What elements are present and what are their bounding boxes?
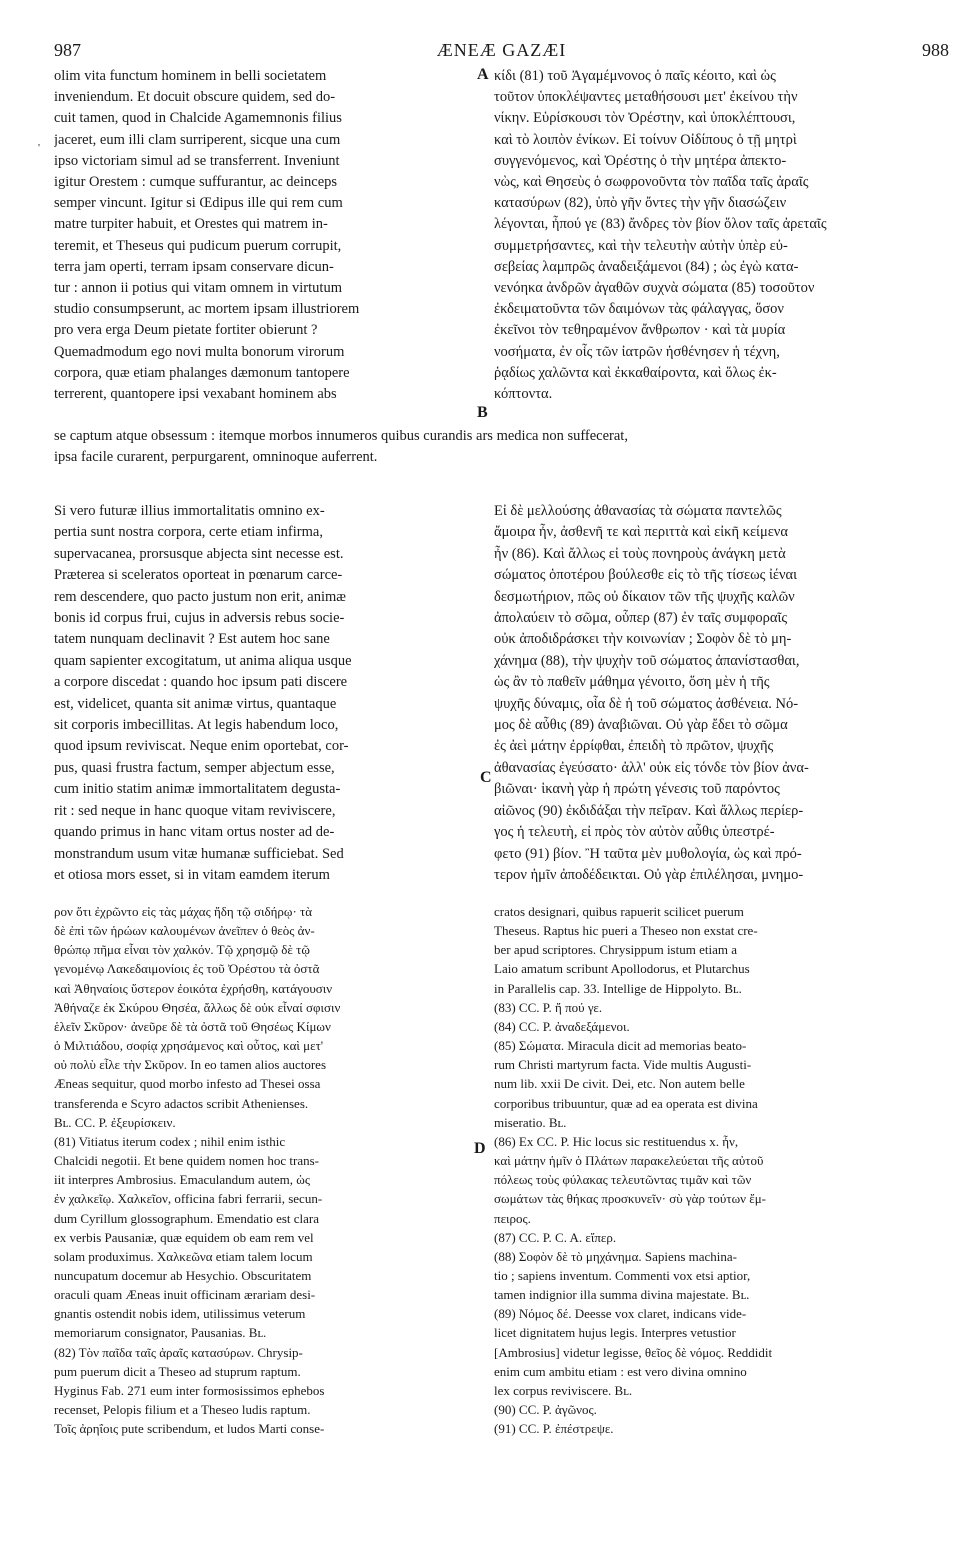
note-line: (91) CC. P. ἐπέστρεψε.: [494, 1421, 614, 1437]
note-line: corporibus tribuuntur, quæ ad ea operata est divina: [494, 1095, 758, 1111]
note-line: οὐ πολὺ εἷλε τὴν Σκῦρον. In eo tamen alios auctores: [54, 1057, 327, 1073]
note-line: iit interpres Ambrosius. Emaculandum autem, ὡς: [54, 1172, 310, 1188]
note-line: (83) CC. P. ἤ πού γε.: [494, 999, 603, 1015]
note-line: ber apud scriptores. Chrysippum istum etiam a: [494, 942, 737, 958]
text-line: igitur Orestem : cumque suffurantur, ac deinceps: [54, 174, 338, 191]
text-line: semper vincunt. Igitur si Œdipus ille qui rem cum: [54, 195, 343, 212]
note-line: καὶ Ἀθηναίοις ὕστερον ἐοικότα ἐχρήσθη, κατάγουσιν: [54, 980, 333, 996]
text-line: ψυχῆς δύναμις, οἷα δὲ ἡ τοῦ σώματος ἀσθένεια. Νό-: [494, 695, 799, 712]
note-line: (85) Σώματα. Miracula dicit ad memorias beato-: [494, 1038, 747, 1054]
text-line: οὐκ ἀποδιδράσκει τὴν κοινωνίαν ; Σοφὸν δὲ τὸ μη-: [494, 631, 792, 648]
page-number-left: 987: [54, 40, 81, 60]
text-line: κίδι (81) τοῦ Ἀγαμέμνονος ὁ παῖς κέοιτο, καὶ ὡς: [494, 68, 776, 84]
text-line: terra jam operti, terram ipsam conservare dicun-: [54, 258, 334, 275]
text-line: studio consumpserunt, ac mortem ipsam illustriorem: [54, 301, 360, 318]
text-line: ῥᾳδίως χαλῶντα καὶ ἐκκαθαίροντα, καὶ ὅλως ἐκ-: [494, 364, 777, 381]
note-line: solam produximus. Χαλκεῶνα etiam talem locum: [54, 1248, 313, 1264]
text-line: γος ἡ τελευτὴ, εἰ πρὸς τὸν αὐτὸν αὖθις ὑπεστρέ-: [494, 824, 775, 841]
text-line: quod ipsum reviviscat. Neque enim oportebat, cor-: [54, 738, 349, 755]
note-line: πειρος.: [494, 1210, 531, 1226]
text-line: pertia sunt nostra corpora, certe etiam infirma,: [54, 524, 323, 541]
note-line: ρον ὅτι ἐχρῶντο εἰς τὰς μάχας ἤδη τῷ σιδήρῳ· τὰ: [54, 904, 313, 919]
section-marker-a: A: [477, 66, 489, 83]
note-line: ἐν χαλκεῖῳ. Χαλκεῖον, officina fabri ferrarii, secun-: [54, 1191, 323, 1207]
note-line: (82) Τὸν παῖδα ταῖς ἀραῖς κατασύρων. Chrysip-: [54, 1344, 303, 1360]
note-line: tamen indignior illa summa divina majestate. Bʟ.: [494, 1287, 750, 1303]
greek-column-middle: [494, 501, 954, 886]
section-marker-d: D: [474, 1140, 486, 1157]
text-line: νοσήματα, ἐν οἷς τῶν ἰατρῶν ἡσθένησεν ἡ τέχνη,: [494, 343, 780, 360]
text-line: ἐκδειματοῦντα τῶν δαιμόνων τὰς φάλαγγας, ὅσον: [494, 301, 784, 318]
note-line: πόλεως τοὺς φύλακας τελευτῶντας τιμᾶν καὶ τῶν: [494, 1172, 752, 1188]
running-title: ÆNEÆ GAZÆI: [436, 40, 567, 60]
note-line: δὲ ἐπὶ τῶν ἡρώων καλουμένων ἀνεῖπεν ὁ θεὸς ἀν-: [54, 923, 315, 939]
note-line: nuncupatum docemur ab Hesychio. Obscuritatem: [54, 1267, 312, 1283]
note-line: dum Cyrillum glossographum. Emendatio est clara: [54, 1210, 320, 1226]
text-line: est, videlicet, quanta sit animæ virtus, quantaque: [54, 695, 337, 712]
text-line: καὶ τὸ λοιπὸν ἐνίκων. Εἰ τοίνυν Οἰδίπους ὁ τῇ μητρὶ: [494, 131, 797, 148]
note-line: Bʟ. CC. P. ἐξευρίσκειν.: [54, 1114, 176, 1130]
greek-column-top: [494, 66, 954, 405]
text-line: Εἰ δὲ μελλούσης ἀθανασίας τὰ σώματα παντελῶς: [494, 503, 782, 519]
note-line: (89) Νόμος δέ. Deesse vox claret, indicans vide-: [494, 1306, 747, 1322]
text-line: tatem nunquam declinavit ? Est autem hoc sane: [54, 631, 330, 648]
note-line: recenset, Pelopis filium et a Theseo ludis raptum.: [54, 1402, 311, 1418]
text-line: φετο (91) βίον. Ἢ ταῦτα μὲν μυθολογία, ὡς καὶ πρό-: [494, 845, 802, 862]
text-line: corpora, quæ etiam phalanges dæmonum tantopere: [54, 364, 350, 381]
text-line: δεσμωτήριον, πῶς οὐ δίκαιον τῶν τῆς ψυχῆς καλῶν: [494, 588, 795, 605]
text-line: βιῶναι· ἱκανὴ γὰρ ἡ πρώτη γένεσις τοῦ παρόντος: [494, 781, 780, 798]
note-line: Ἀθήναζε ἐκ Σκύρου Θησέα, ἄλλως δὲ οὐκ εἶναί σφισιν: [54, 999, 341, 1015]
text-line: ipsa facile curarent, perpurgarent, omninoque auferrent.: [54, 449, 378, 466]
notes-column-left: [54, 902, 472, 1438]
note-line: [Ambrosius] videtur legisse, θεῖος δὲ νόμος. Reddidit: [494, 1344, 773, 1360]
text-line: Præterea si sceleratos oporteat in pœnarum carce-: [54, 567, 343, 584]
text-line: terrerent, quantopere ipsi vexabant hominem abs: [54, 386, 337, 403]
text-line: σεβείας λαμπρῶς ἀναδειξάμενοι (84) ; ὡς ἐγὼ κατα-: [494, 258, 799, 275]
text-line: Quemadmodum ego novi multa bonorum virorum: [54, 343, 345, 360]
note-line: (87) CC. P. C. A. εἴπερ.: [494, 1229, 617, 1245]
text-line: cuit tamen, quod in Chalcide Agamemnonis filius: [54, 110, 342, 127]
latin-column-top: [54, 66, 476, 405]
text-line: συγγενόμενος, καὶ Ὀρέστης ὁ τὴν μητέρα ἀπεκτο-: [494, 152, 787, 169]
section-marker-b: B: [477, 404, 488, 421]
text-line: et otiosa mors esset, si in vitam eamdem iterum: [54, 866, 330, 883]
text-line: inveniendum. Et docuit obscure quidem, sed do-: [54, 89, 336, 106]
text-line: monstrandum usum vitæ humanæ sufficiebat. Sed: [54, 845, 344, 862]
text-line: σώματος ὁποτέρου βούλεσθε εἰς τὸ τῆς τίσεως ἰέναι: [494, 567, 798, 584]
text-line: νίκην. Εὑρίσκουσι τὸν Ὀρέστην, καὶ ὑποκλέπτουσι,: [494, 110, 796, 127]
note-line: memoriarum consignator, Pausanias. Bʟ.: [54, 1325, 267, 1341]
note-line: Τοῖς ἀρηΐοις pute scribendum, et ludos Marti conse-: [54, 1421, 325, 1437]
text-line: pus, quasi frustra factum, semper abjectum esse,: [54, 759, 335, 776]
text-line: συμμετρήσαντες, καὶ τὴν τελευτὴν αὐτὴν ὑπὲρ εὐ-: [494, 237, 788, 254]
note-line: miseratio. Bʟ.: [494, 1114, 567, 1130]
text-line: νενόηκα ἀνδρῶν ἀγαθῶν συχνὰ σώματα (85) τοσοῦτον: [494, 280, 815, 297]
note-line: oraculi quam Æneas inuit officinam ærariam desi-: [54, 1287, 316, 1303]
text-line: αἰῶνος (90) ἐκδιδάξαι τὴν πεῖραν. Καὶ ἄλλως περίερ-: [494, 802, 804, 819]
text-line: quando primus in hanc vitam ortus noster ad de-: [54, 824, 335, 841]
note-line: licet dignitatem hujus legis. Interpres vetustior: [494, 1325, 736, 1341]
note-line: lex corpus reviviscere. Bʟ.: [494, 1382, 633, 1398]
text-line: ἄμοιρα ἦν, ἀσθενῆ τε καὶ περιττὰ καὶ εἰκῆ κείμενα: [494, 524, 788, 541]
text-line: supervacanea, prorsusque abjecta sint necesse est.: [54, 545, 344, 562]
text-line: jaceret, eum illi clam surriperent, sicque una cum: [54, 131, 341, 148]
note-line: θρώπῳ πῆμα εἶναι τὸν χαλκόν. Τῷ χρησμῷ δὲ τῷ: [54, 942, 310, 958]
note-line: in Parallelis cap. 33. Intellige de Hippolyto. Bʟ.: [494, 980, 742, 996]
text-line: ἐκεῖνοι τὸν τεθηραμένον ἄνθρωπον · καὶ τὰ μυρία: [494, 322, 786, 339]
note-line: ex verbis Pausaniæ, quæ equidem ob eam rem vel: [54, 1229, 314, 1245]
text-line: rit : sed neque in hanc quoque vitam reviviscere,: [54, 802, 336, 819]
text-line: rem descendere, quo pacto justum non erit, animæ: [54, 588, 346, 605]
text-line: a corpore discedat : quando hoc ipsum pati discere: [54, 674, 348, 691]
text-line: κόπτοντα.: [494, 386, 553, 403]
text-line: νὼς, καὶ Θησεὺς ὁ σωφρονοῦντα τὸν παῖδα ταῖς ἀραῖς: [494, 174, 809, 191]
text-line: se captum atque obsessum : itemque morbos innumeros quibus curandis ars medica non suffecerat,: [54, 428, 628, 444]
note-line: Hyginus Fab. 271 eum inter formosissimos ephebos: [54, 1382, 325, 1398]
text-line: μος δὲ αὖθις (89) ἀναβιῶναι. Οὐ γὰρ ἔδει τὸ σῶμα: [494, 717, 788, 734]
note-line: γενομένῳ Λακεδαιμονίοις ἐς τοῦ Ὀρέστου τὰ ὀστᾶ: [54, 961, 320, 977]
latin-column-middle: [54, 501, 482, 886]
text-line: olim vita functum hominem in belli societatem: [54, 68, 327, 84]
text-line: sit corporis imbecillitas. At legis habendum loco,: [54, 717, 339, 734]
note-line: (90) CC. P. ἀγῶνος.: [494, 1402, 597, 1418]
text-line: matre turpiter habuit, et Orestes qui matrem in-: [54, 216, 328, 233]
note-line: ὁ Μιλτιάδου, σοφίᾳ χρησάμενος καὶ οὗτος, καὶ μετ': [54, 1038, 324, 1054]
note-line: (88) Σοφὸν δὲ τὸ μηχάνημα. Sapiens machina-: [494, 1248, 737, 1264]
text-line: τερον ἡμῖν ἀποδέδεικται. Οὐ γὰρ ἐπιλέλησαι, μνημο-: [494, 866, 804, 883]
notes-column-right: [494, 902, 954, 1438]
note-line: σωμάτων τὰς θήκας προσκυνεῖν· σὺ γὰρ τούτων ἔμ-: [494, 1191, 767, 1207]
text-line: quam sapienter excogitatum, ut anima aliqua usque: [54, 652, 352, 669]
text-line: ἦν (86). Καὶ ἄλλως εἰ τοὺς πονηροὺς ἀνάγκη μετὰ: [494, 545, 786, 562]
note-line: (86) Ex CC. P. Hic locus sic restituendus x. ἦν,: [494, 1133, 739, 1149]
full-width-text: [54, 426, 954, 468]
note-line: (84) CC. P. ἀναδεξάμενοι.: [494, 1018, 630, 1034]
note-line: ἑλεῖν Σκῦρον· ἀνεῦρε δὲ τὰ ὀστᾶ τοῦ Θησέως Κίμων: [54, 1018, 331, 1034]
note-line: pum puerum dicit a Theseo ad stuprum raptum.: [54, 1363, 301, 1379]
note-line: enim cum ambitu etiam : est vero divina omnino: [494, 1363, 747, 1379]
note-line: Æneas sequitur, quod morbo infesto ad Thesei ossa: [54, 1076, 321, 1092]
text-line: ἐς ἀεὶ μάτην ἐρρίφθαι, ἐπειδὴ τὸ πρῶτον, ψυχῆς: [494, 738, 774, 755]
text-line: cum initio statim animæ immortalitatem degusta-: [54, 781, 341, 798]
note-line: Laio amatum scribunt Apollodorus, et Plutarchus: [494, 961, 750, 977]
note-line: (81) Vitiatus iterum codex ; nihil enim isthic: [54, 1133, 286, 1149]
note-line: transferenda e Scyro adactos scribit Athenienses.: [54, 1095, 309, 1111]
text-line: κατασύρων (82), ὑπὸ γῆν ὄντες τὴν γῆν διασώζειν: [494, 195, 787, 212]
section-marker-c: C: [480, 769, 492, 786]
text-line: pro vera erga Deum pietate fortiter obierunt ?: [54, 322, 318, 339]
note-line: καὶ μάτην ἡμῖν ὁ Πλάτων παρακελεύεται τῆς αὐτοῦ: [494, 1153, 764, 1169]
text-line: τοῦτον ὑποκλέψαντες μεταθήσουσι μετ' ἐκείνου τὴν: [494, 89, 798, 106]
note-line: gnantis ostendit nobis idem, utilissimus veterum: [54, 1306, 306, 1322]
note-line: tio ; sapiens inventum. Commenti vox etsi aptior,: [494, 1267, 751, 1283]
page-number-right: 988: [922, 40, 949, 60]
text-line: χάνημα (88), τὴν ψυχὴν τοῦ σώματος ἀπανίστασθαι,: [494, 652, 800, 669]
note-line: num lib. xxii De civit. Dei, etc. Non autem belle: [494, 1076, 745, 1092]
note-line: Chalcidi negotii. Et bene quidem nomen hoc trans-: [54, 1153, 319, 1169]
text-line: tur : annon ii potius qui vitam omnem in virtutum: [54, 280, 342, 297]
note-line: cratos designari, quibus rapuerit scilicet puerum: [494, 904, 744, 919]
text-line: ὡς ἂν τὸ παθεῖν μάθημα γένοιτο, ὅση μὲν ἡ τῆς: [494, 674, 770, 691]
text-line: Si vero futuræ illius immortalitatis omnino ex-: [54, 503, 325, 519]
text-line: λέγονται, ἦπού γε (83) ἄνδρες τὸν βίον ὅλον ταῖς ἀρεταῖς: [494, 216, 827, 233]
text-line: bonis id corpus frui, cujus in adversis rebus socie-: [54, 610, 345, 627]
note-line: rum Christi martyrum facta. Vide multis Augusti-: [494, 1057, 752, 1073]
text-line: teremit, et Theseus qui pudicum puerum corrupit,: [54, 237, 342, 254]
text-line: ipso victoriam simul ad se transferrent. Inveniunt: [54, 152, 340, 169]
text-line: ἀπολαύειν τὸ σῶμα, οὗπερ (87) ἐν ταῖς συμφοραῖς: [494, 610, 788, 627]
text-line: ἀθανασίας ἐγεύσατο· ἀλλ' οὐκ εἰς τόνδε τὸν βίον ἀνα-: [494, 759, 809, 776]
note-line: Theseus. Raptus hic pueri a Theseo non exstat cre-: [494, 923, 758, 939]
page-header: [54, 40, 949, 62]
margin-tick: ': [38, 142, 40, 154]
